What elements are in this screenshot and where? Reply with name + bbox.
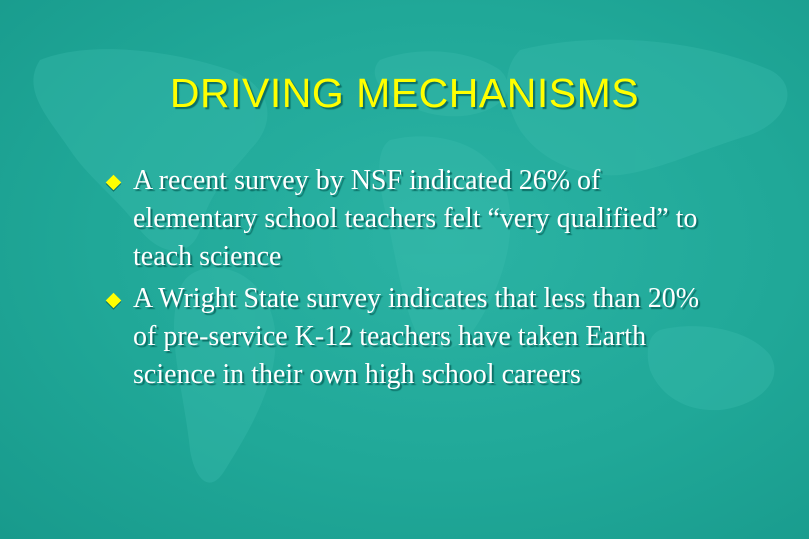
diamond-bullet-icon xyxy=(106,175,122,191)
bullet-text: A recent survey by NSF indicated 26% of elementary school teachers felt “very qualified” to teach science xyxy=(133,165,698,272)
bullet-item xyxy=(104,162,724,276)
bullet-text: A Wright State survey indicates that less than 20% of pre-service K-12 teachers have taken Earth science in their own high school careers xyxy=(133,283,700,390)
bullet-list xyxy=(104,162,724,398)
diamond-bullet-icon xyxy=(106,293,122,309)
slide-title: DRIVING MECHANISMS xyxy=(169,70,640,116)
bullet-item xyxy=(104,280,724,394)
